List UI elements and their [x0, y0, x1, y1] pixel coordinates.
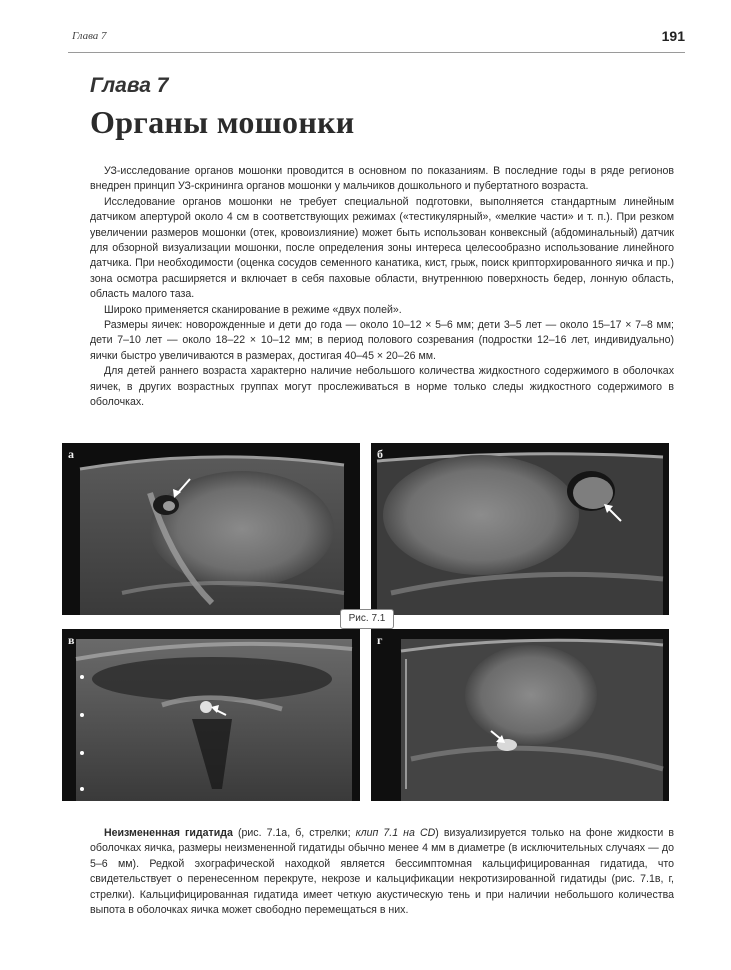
ultrasound-scan-g — [371, 629, 669, 801]
ultrasound-image-v — [62, 629, 360, 801]
hydatid-text — [90, 826, 674, 918]
header-rule — [68, 52, 685, 53]
paragraph: Размеры яичек: новорожденные и дети до года — около 10–12 × 5–6 мм; дети 3–5 лет — около 15–17 × 7–8 мм; дети 7–10 лет — около 18–22 × 10–12 мм; в период полового созревания (подростки 12–16 лет, индивидуально) яички быстро увеличиваются в размерах, достигая 40–45 × 20–26 мм. — [90, 319, 674, 362]
clip-reference: клип 7.1 на CD — [355, 827, 436, 839]
ultrasound-scan-b — [371, 443, 669, 615]
panel-letter-b: б — [377, 447, 383, 461]
figure-label: Рис. 7.1 — [340, 609, 394, 629]
panel-letter-a: а — [68, 447, 74, 461]
reference: (рис. 7.1а, б, стрелки; — [232, 827, 356, 839]
ultrasound-image-b — [371, 443, 669, 615]
depth-marker-icon — [80, 787, 84, 791]
panel-letter-v: в — [68, 633, 75, 647]
paragraph: УЗ-исследование органов мошонки проводится в основном по показаниям. В последние годы в ряде регионов внедрен принцип УЗ-скрининга органов мошонки у мальчиков дошкольного и пубертатного возраста. — [90, 165, 674, 193]
panel-letter-g: г — [377, 633, 383, 647]
ultrasound-scan-v — [62, 629, 360, 801]
depth-marker-icon — [80, 675, 84, 679]
depth-scale — [405, 659, 407, 789]
running-head: Глава 7 — [72, 30, 107, 42]
page-number: 191 — [661, 28, 685, 44]
paragraph — [90, 826, 674, 918]
chapter-title: Органы мошонки — [90, 104, 355, 140]
paragraph: Широко применяется сканирование в режиме «двух полей». — [104, 303, 402, 316]
paragraph-text: ) визуализируется только на фоне жидкости в оболочках яичка, размеры неизмененной гидатиды обычно менее 4 мм в диаметре (в исключительных случаях — до 5–6 мм). Редкой эхографической находкой является бессимптомная кальцифицированная гидатида, что свидетельствует о перенесенном перекруте, некрозе и кальцификации некротизированной гидатиды (рис. 7.1в, г, стрелки). Кальцифицированная гидатида имеет четкую акустическую тень и при наличии небольшого количества выпота в оболочках яичка может свободно перемещаться в них. — [90, 827, 675, 917]
intro-text — [90, 164, 674, 411]
term: Неизмененная гидатида — [104, 827, 233, 839]
depth-marker-icon — [80, 713, 84, 717]
ultrasound-scan-a — [62, 443, 360, 615]
paragraph: Для детей раннего возраста характерно наличие небольшого количества жидкостного содержимого в оболочках яичек, в других возрастных группах могут прослеживаться в норме только следы жидкостного содержимого в оболочках. — [90, 365, 674, 409]
depth-marker-icon — [80, 751, 84, 755]
paragraph: Исследование органов мошонки не требует специальной подготовки, выполняется стандартным линейным датчиком апертурой около 4 см в соответствующих режимах («тестикулярный», «мелкие части» и т. п.). При резком увеличении размеров мошонки (отек, кровоизлияние) может быть использован конвексный (абдоминальный) датчик для обзорной визуализации мошонки, после определения зоны интереса целесообразно использование линейного датчика. При необходимости (оценка сосудов семенного канатика, кист, грыж, поиск крипторхированного яичка и пр.) зона осмотра расширяется и включает в себя паховые области, внутреннюю поверхность бедер, лонную область, область малого таза. — [90, 195, 674, 301]
figure-7-1 — [62, 443, 668, 801]
chapter-label: Глава 7 — [90, 74, 169, 97]
ultrasound-image-a — [62, 443, 360, 615]
ultrasound-image-g — [371, 629, 669, 801]
